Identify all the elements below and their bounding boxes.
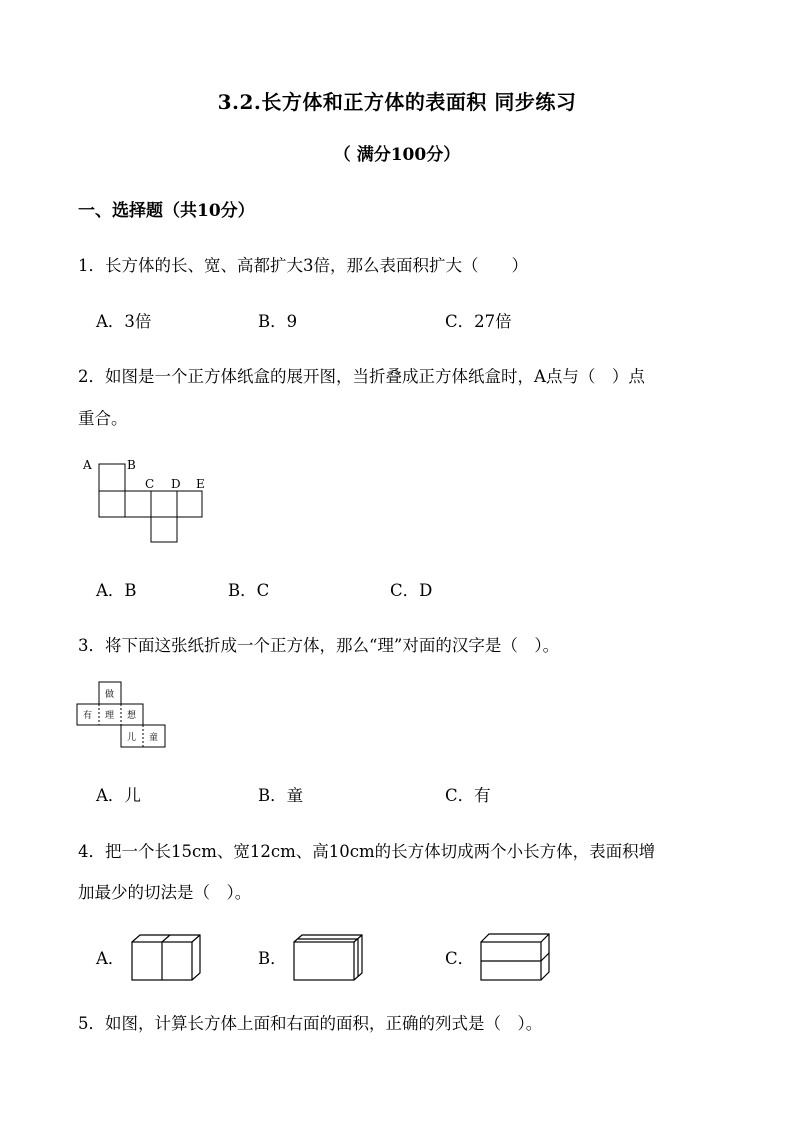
question-1-option-c: C．27倍 — [445, 312, 512, 331]
net-label-d: D — [171, 477, 181, 491]
question-3-net-figure — [76, 680, 170, 750]
question-4-option-b: B． — [258, 949, 287, 968]
net-label-e: E — [196, 477, 205, 491]
question-3-text: 3．将下面这张纸折成一个正方体，那么“理”对面的汉字是（ ）。 — [78, 636, 560, 655]
section-heading: 一、选择题（共10分） — [78, 201, 255, 221]
question-4-text-line2: 加最少的切法是（ ）。 — [78, 883, 252, 902]
page-subtitle: （ 满分100分） — [333, 145, 461, 165]
page-title: 3.2.长方体和正方体的表面积 同步练习 — [217, 90, 577, 114]
net-label-b: B — [127, 458, 136, 472]
question-4-option-b-box — [290, 932, 364, 984]
question-1-option-a: A．3倍 — [96, 312, 152, 331]
question-1-text: 1．长方体的长、宽、高都扩大3倍，那么表面积扩大（ ） — [78, 256, 528, 275]
net-char-you: 有 — [83, 711, 93, 721]
question-3-option-a: A．儿 — [96, 786, 141, 805]
net-char-zuo: 做 — [105, 690, 115, 700]
question-1-option-b: B．9 — [258, 312, 298, 331]
question-2-option-a: A．B — [96, 581, 137, 600]
question-4-option-c-box — [477, 930, 551, 984]
net-char-li: 理 — [105, 711, 115, 721]
question-4-option-a-box — [128, 932, 202, 984]
net-char-er: 儿 — [127, 733, 137, 743]
question-2-option-b: B．C — [228, 581, 270, 600]
question-2-text-line2: 重合。 — [78, 409, 128, 428]
question-5-text: 5．如图，计算长方体上面和右面的面积，正确的列式是（ ）。 — [78, 1014, 543, 1033]
question-4-text-line1: 4．把一个长15cm、宽12cm、高10cm的长方体切成两个小长方体，表面积增 — [78, 842, 656, 861]
question-3-option-c: C．有 — [445, 786, 491, 805]
question-2-option-c: C．D — [390, 581, 433, 600]
question-2-text-line1: 2．如图是一个正方体纸盒的展开图，当折叠成正方体纸盒时，A点与（ ）点 — [78, 367, 645, 386]
question-3-option-b: B．童 — [258, 786, 304, 805]
question-2-net-figure — [78, 455, 218, 547]
net-char-xiang: 想 — [127, 711, 137, 721]
question-4-option-a: A． — [96, 949, 125, 968]
question-4-option-c: C． — [445, 949, 475, 968]
net-char-tong: 童 — [149, 733, 159, 743]
net-label-a: A — [83, 458, 92, 472]
net-label-c: C — [145, 477, 155, 491]
